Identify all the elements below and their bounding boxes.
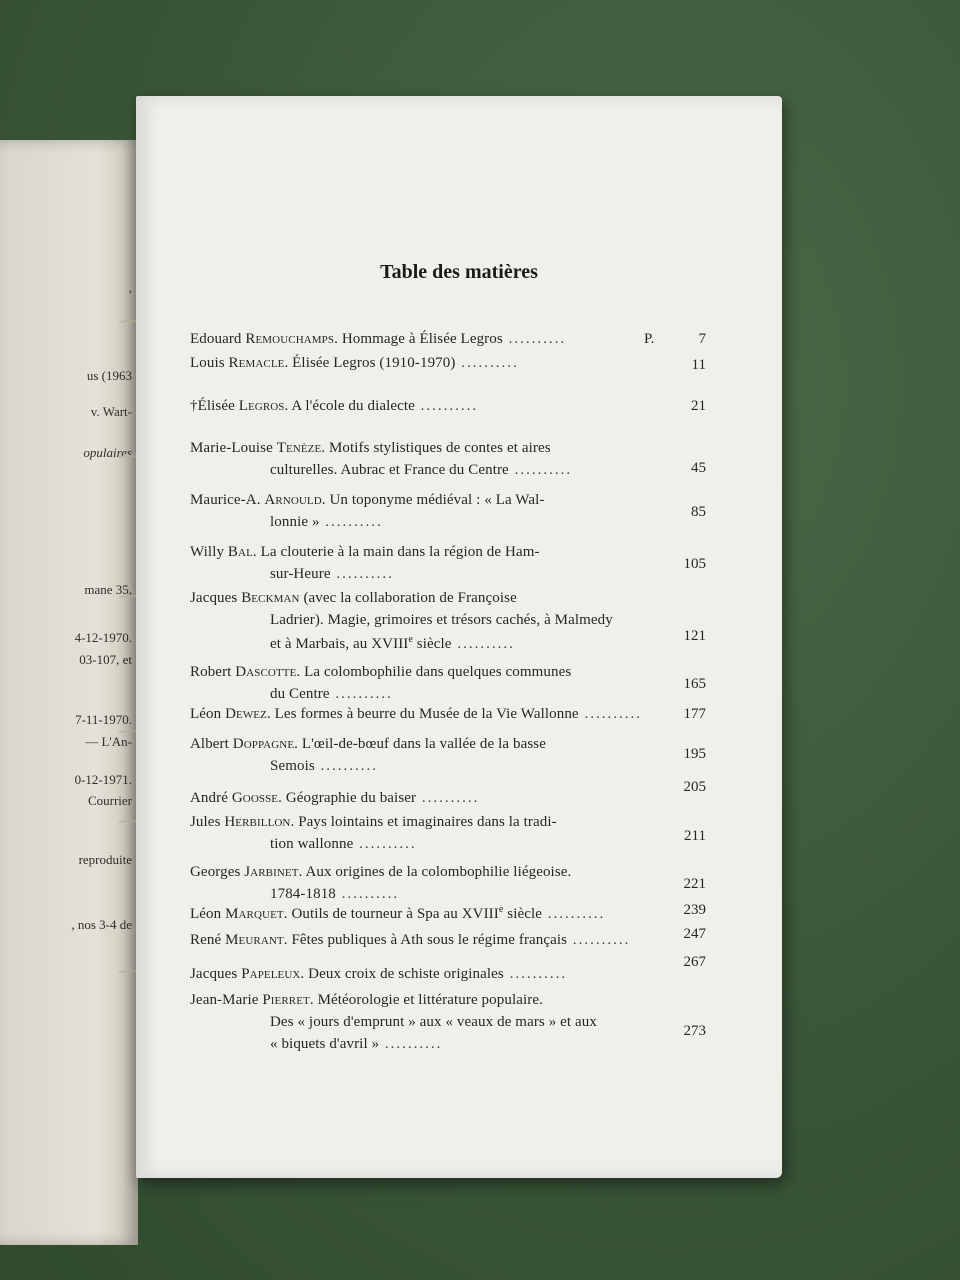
toc-entry-text: Hommage à Élisée Legros [341,331,503,347]
left-page [0,140,138,1245]
toc-entry-text: (avec la collaboration de Françoise [303,590,517,606]
toc-author-last: Meurant [225,932,284,948]
toc-entry-line [190,932,630,949]
left-line-1: us (1963 [86,368,132,383]
toc-entry-text: Ladrier). Magie, grimoires et trésors cachés, à Malmedy [270,612,613,628]
toc-leader-dots: .......... [335,886,400,902]
left-line-2: v. Wart- [90,404,132,419]
toc-author-last: Doppagne [232,736,295,752]
toc-author: Albert Doppagne. [190,736,302,752]
toc-page-number: 247 [683,926,706,942]
toc-entry-text: A l'école du dialecte [291,398,415,414]
left-line-7: 7-11-1970. [75,712,132,727]
toc-entry-text: L'œil-de-bœuf dans la vallée de la basse [301,736,546,752]
toc-entry-text: du Centre [270,686,330,702]
toc-entry-line [190,992,543,1009]
toc-entry-line [190,355,519,372]
toc-author-first: Louis [190,355,229,371]
toc-entry-line [190,706,642,723]
left-line-3: opulaires [83,445,132,460]
toc-entry-text: 1784-1818 [270,886,336,902]
toc-entry-text: Géographie du baiser [285,790,417,806]
toc-author-first: Maurice-A. [190,492,265,508]
left-line-12: , nos 3-4 de [71,917,132,932]
toc-author-last: Bal [227,544,253,560]
toc-entry-text: Pays lointains et imaginaires dans la tradi- [298,814,557,830]
toc-author: †Élisée Legros. [190,398,292,414]
toc-author-last: Goosse [231,790,279,806]
toc-author-last: Legros [238,398,285,414]
toc-leader-dots: .......... [502,331,567,347]
toc-leader-dots: .......... [451,636,515,652]
toc-entry-text: La clouterie à la main dans la région de Ham- [260,544,540,560]
toc-author: René Meurant. [190,932,292,948]
toc-entry-line [190,544,540,561]
toc-entry-text: La colombophilie dans quelques communes [304,664,572,680]
toc-leader-dots: .......... [319,514,383,530]
toc-author: Marie-Louise Tenèze. [190,440,329,456]
toc-author-first: Léon [190,906,226,922]
superscript-e: e [408,634,413,645]
toc-entry-line [270,758,378,775]
toc-leader-dots: .......... [578,706,642,722]
left-line-10: Courrier [87,793,132,808]
toc-author-last: Pierret [262,992,310,1008]
toc-page-number: 205 [683,779,706,795]
toc-entry-line [270,462,572,479]
toc-author-first: Robert [190,664,236,680]
toc-leader-dots: .......... [329,686,393,702]
toc-entry-text: Fêtes publiques à Ath sous le régime français [291,932,568,948]
toc-author: Jean-Marie Pierret. [190,992,318,1008]
toc-author-first: Léon [190,706,226,722]
toc-page-number: 7 [698,331,706,347]
toc-entry-line [270,686,393,703]
toc-leader-dots: .......... [353,836,417,852]
toc-entry-line [190,664,571,681]
toc-entry-text: et à Marbais, au XVIIIe siècle [270,634,452,652]
toc-page-number: 267 [683,954,706,970]
toc-leader-dots: .......... [330,566,394,582]
toc-author-last: Remouchamps [245,331,335,347]
toc-author: Georges Jarbinet. [190,864,306,880]
toc-author-first: Edouard [190,331,246,347]
toc-entry-text: Météorologie et littérature populaire. [317,992,543,1008]
toc-leader-dots: .......... [314,758,379,774]
toc-entry-line [270,566,394,583]
left-line-9: 0-12-1971. [74,772,132,787]
toc-page-number: 165 [683,676,706,692]
toc-page-number: 221 [683,876,706,892]
toc-page-number: 45 [691,460,706,476]
toc-author-last: Marquet [225,906,284,922]
toc-entry-text: Deux croix de schiste originales [308,966,504,982]
toc-entry-line [190,790,479,807]
toc-leader-dots: .......... [414,398,479,414]
toc-author-first: André [190,790,232,806]
toc-page-label: P. [644,331,655,347]
toc-entry-line [270,612,613,629]
toc-entry-text: Un toponyme médiéval : « La Wal- [329,492,545,508]
toc-author-first: Albert [190,736,233,752]
toc-leader-dots: .......... [416,790,480,806]
toc-page-number: 239 [683,902,706,918]
toc-leader-dots: .......... [379,1036,443,1052]
toc-author: Léon Marquet. [190,906,292,922]
toc-author: Léon Dewez. [190,706,275,722]
toc-author-last: Dewez [225,706,267,722]
toc-page-number: 85 [691,504,706,520]
left-line-5: 4-12-1970. [74,630,132,645]
toc-author: Edouard Remouchamps. [190,331,342,347]
toc-entry-text: Outils de tourneur à Spa au XVIIIe siècle [291,904,543,922]
toc-entry-text: Aux origines de la colombophilie liégeoise. [305,864,572,880]
toc-entry-line [270,514,383,531]
toc-author: Jacques Papeleux. [190,966,309,982]
toc-page-number: 177 [683,706,706,722]
toc-entry-text: sur-Heure [270,566,331,582]
toc-entry-text: Élisée Legros (1910-1970) [292,355,456,371]
toc-page-number: 195 [683,746,706,762]
toc-leader-dots: .......... [503,966,568,982]
left-line-0: , [128,280,132,295]
toc-entry-text: Les formes à beurre du Musée de la Vie Wallonne [274,706,579,722]
toc-author: Maurice-A. Arnould. [190,492,330,508]
toc-author-last: Herbillon [224,814,291,830]
toc-page-number: 105 [683,556,706,572]
toc-entry-line [190,492,544,509]
toc-page-number: 273 [683,1023,706,1039]
toc-author-last: Remacle [228,355,285,371]
toc-leader-dots: .......... [542,906,606,922]
toc-page-number: 21 [691,398,706,414]
toc-entry-line [190,904,605,923]
toc-entry-line [270,1014,597,1031]
toc-entry-text: Des « jours d'emprunt » aux « veaux de mars » et aux [270,1014,597,1030]
superscript-e: e [498,904,504,915]
toc-entry-line [270,886,399,903]
left-line-11: reproduite [78,852,132,867]
toc-entry-line [190,398,478,415]
toc-author-last: Tenèze [276,440,322,456]
toc-entry-text: culturelles. Aubrac et France du Centre [270,462,509,478]
toc-author-last: Papeleux [241,966,301,982]
toc-author: André Goosse. [190,790,286,806]
toc-entry-text: tion wallonne [270,836,354,852]
toc-author-first: Willy [190,544,228,560]
toc-author-first: René [190,932,226,948]
toc-title: Table des matières [380,261,538,283]
toc-leader-dots: .......... [455,355,519,371]
toc-author-first: Jules [190,814,225,830]
toc-page-number: 211 [684,828,706,844]
toc-entry-text: « biquets d'avril » [270,1036,380,1052]
toc-author: Jules Herbillon. [190,814,299,830]
toc-entry-line [190,736,546,753]
toc-entry-text: lonnie » [270,514,320,530]
toc-author [190,590,303,606]
toc-entry-line [190,331,566,348]
toc-entry-line [190,814,557,831]
toc-author-last: Jarbinet [244,864,299,880]
toc-entry-line [190,864,571,881]
toc-author: Willy Bal. [190,544,261,560]
toc-author-last: Arnould [264,492,322,508]
left-line-8: — L'An- [85,734,132,749]
toc-entry-line [270,1036,442,1053]
toc-entry-line [190,440,551,457]
toc-page-number: 121 [683,628,706,644]
left-line-4: mane 35, [84,582,132,597]
toc-leader-dots: .......... [508,462,573,478]
toc-author-first: †Élisée [190,398,239,414]
toc-entry-line [270,634,515,653]
toc-entry-text: Motifs stylistiques de contes et aires [328,440,551,456]
toc-author: Louis Remacle. [190,355,293,371]
left-line-6: 03-107, et [79,652,132,667]
right-page [136,96,782,1178]
toc-author-first: Georges [190,864,245,880]
toc-author-first: Jacques [190,966,242,982]
toc-entry-line [190,966,567,983]
toc-author-last: Dascotte [235,664,297,680]
toc-author-first: Marie-Louise [190,440,277,456]
toc-page-number: 11 [691,357,706,373]
toc-author-first: Jean-Marie [190,992,263,1008]
toc-author: Robert Dascotte. [190,664,305,680]
toc-entry-line [270,836,417,853]
toc-author-last: Beckman [241,590,300,606]
toc-entry-line [190,590,517,607]
toc-author-first: Jacques [190,590,242,606]
toc-entry-text: Semois [270,758,315,774]
toc-leader-dots: .......... [567,932,631,948]
